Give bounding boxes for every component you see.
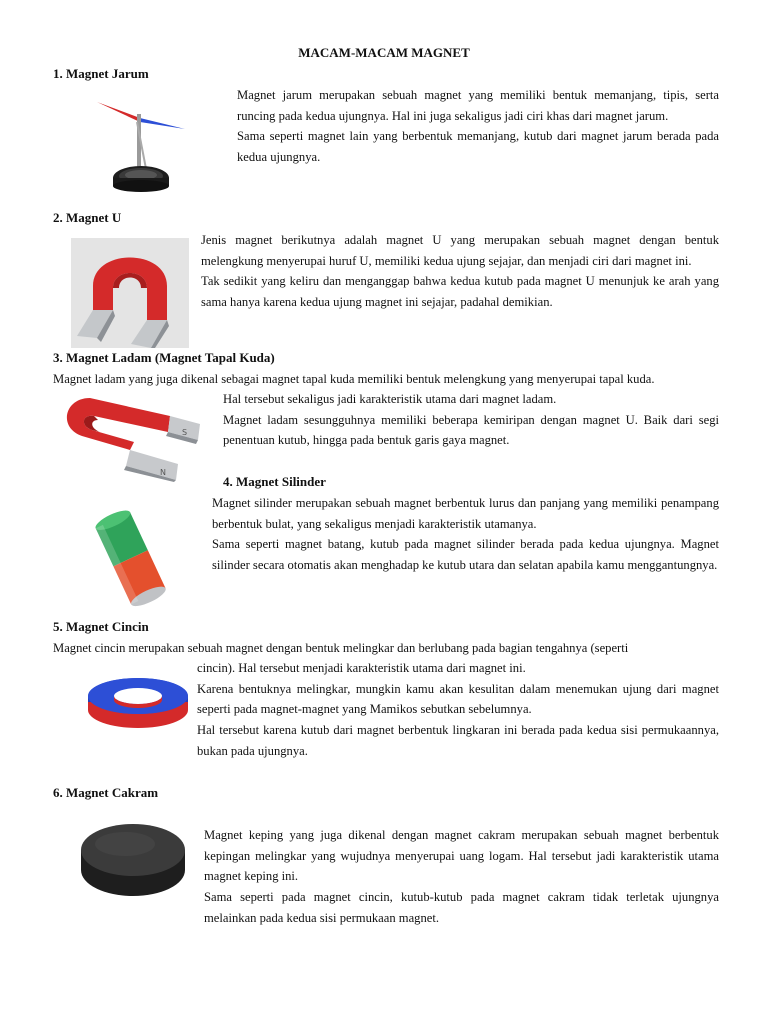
section-5-paragraph: Hal tersebut karena kutub dari magnet berbentuk lingkaran ini berada pada kedua sisi permukaannya, bukan pada ujungnya. bbox=[197, 723, 719, 758]
section-1-text bbox=[237, 85, 719, 168]
section-5-paragraph: cincin). Hal tersebut menjadi karakteristik utama dari magnet ini. bbox=[197, 661, 526, 675]
section-3-heading: 3. Magnet Ladam (Magnet Tapal Kuda) bbox=[53, 350, 275, 365]
section-4-paragraph: Sama seperti magnet batang, kutub pada magnet silinder berada pada kedua ujungnya. Magnet silinder secara otomatis akan menghadap ke kutub utara dan selatan apabila kamu menggantungnya. bbox=[212, 537, 719, 573]
section-1-heading: 1. Magnet Jarum bbox=[53, 66, 149, 81]
section-1-paragraph: Sama seperti magnet lain yang berbentuk memanjang, kutub dari magnet jarum berada pada kedua ujungnya. bbox=[237, 129, 719, 165]
needle-magnet-image bbox=[85, 92, 215, 202]
section-3-intro: Magnet ladam yang juga dikenal sebagai magnet tapal kuda memiliki bentuk melengkung yang menyerupai tapal kuda. bbox=[53, 372, 655, 386]
section-6-paragraph: Sama seperti pada magnet cincin, kutub-kutub pada magnet cakram tidak terletak ujungnya melainkan pada kedua sisi permukaan magnet. bbox=[204, 890, 719, 925]
section-4-heading: 4. Magnet Silinder bbox=[223, 474, 326, 489]
section-2-text bbox=[201, 230, 719, 313]
section-6-text bbox=[204, 825, 719, 929]
svg-text:S: S bbox=[182, 428, 188, 437]
section-3-text bbox=[223, 389, 719, 451]
section-3-paragraph: Magnet ladam sesungguhnya memiliki beberapa kemiripan dengan magnet U. Baik dari segi penentuan kutub, hingga pada bentuk garis gaya magnet. bbox=[223, 412, 719, 448]
svg-text:N: N bbox=[160, 468, 166, 477]
section-5-heading: 5. Magnet Cincin bbox=[53, 619, 149, 634]
section-3-paragraph: Hal tersebut sekaligus jadi karakteristik utama dari magnet ladam. bbox=[223, 392, 557, 406]
section-6-paragraph: Magnet keping yang juga dikenal dengan magnet cakram merupakan sebuah magnet berbentuk kepingan melingkar yang wujudnya menyerupai uang logam. Hal tersebut jadi karakteristik utama magnet keping ini. bbox=[204, 828, 719, 884]
section-2-heading: 2. Magnet U bbox=[53, 210, 122, 225]
section-5-text bbox=[197, 658, 719, 762]
section-1-paragraph: Magnet jarum merupakan sebuah magnet yang memiliki bentuk memanjang, tipis, serta runcing pada kedua ujungnya. Hal ini juga sekaligus jadi ciri khas dari magnet jarum. bbox=[237, 88, 719, 123]
section-2-paragraph: Jenis magnet berikutnya adalah magnet U yang merupakan sebuah magnet dengan bentuk melengkung menyerupai huruf U, memiliki kedua ujung sejajar, dan menjadi ciri dari magnet ini. bbox=[201, 233, 719, 268]
horseshoe-magnet-image bbox=[60, 392, 210, 482]
ring-magnet-image bbox=[86, 672, 190, 732]
section-4-text bbox=[212, 493, 719, 576]
section-6-heading: 6. Magnet Cakram bbox=[53, 785, 159, 800]
section-5-paragraph: Karena bentuknya melingkar, mungkin kamu akan kesulitan dalam menemukan ujung dari magnet seperti pada magnet-magnet yang Mamikos sebutkan sebelumnya. bbox=[197, 681, 719, 717]
section-4-paragraph: Magnet silinder merupakan sebuah magnet berbentuk lurus dan panjang yang memiliki penampang berbentuk bulat, yang sekaligus menjadi karakteristik utamanya. bbox=[212, 496, 719, 531]
section-5-intro: Magnet cincin merupakan sebuah magnet dengan bentuk melingkar dan berlubang pada bagian tengahnya (seperti bbox=[53, 641, 629, 655]
disc-magnet-image bbox=[80, 820, 186, 900]
u-magnet-image bbox=[71, 238, 189, 348]
page-title: MACAM-MACAM MAGNET bbox=[298, 45, 470, 60]
cylinder-magnet-image bbox=[72, 510, 182, 610]
section-2-paragraph: Tak sedikit yang keliru dan menganggap bahwa kedua kutub pada magnet U menunjuk ke arah yang sama hanya karena kedua ujung magnet ini sejajar, padahal demikian. bbox=[201, 274, 719, 310]
